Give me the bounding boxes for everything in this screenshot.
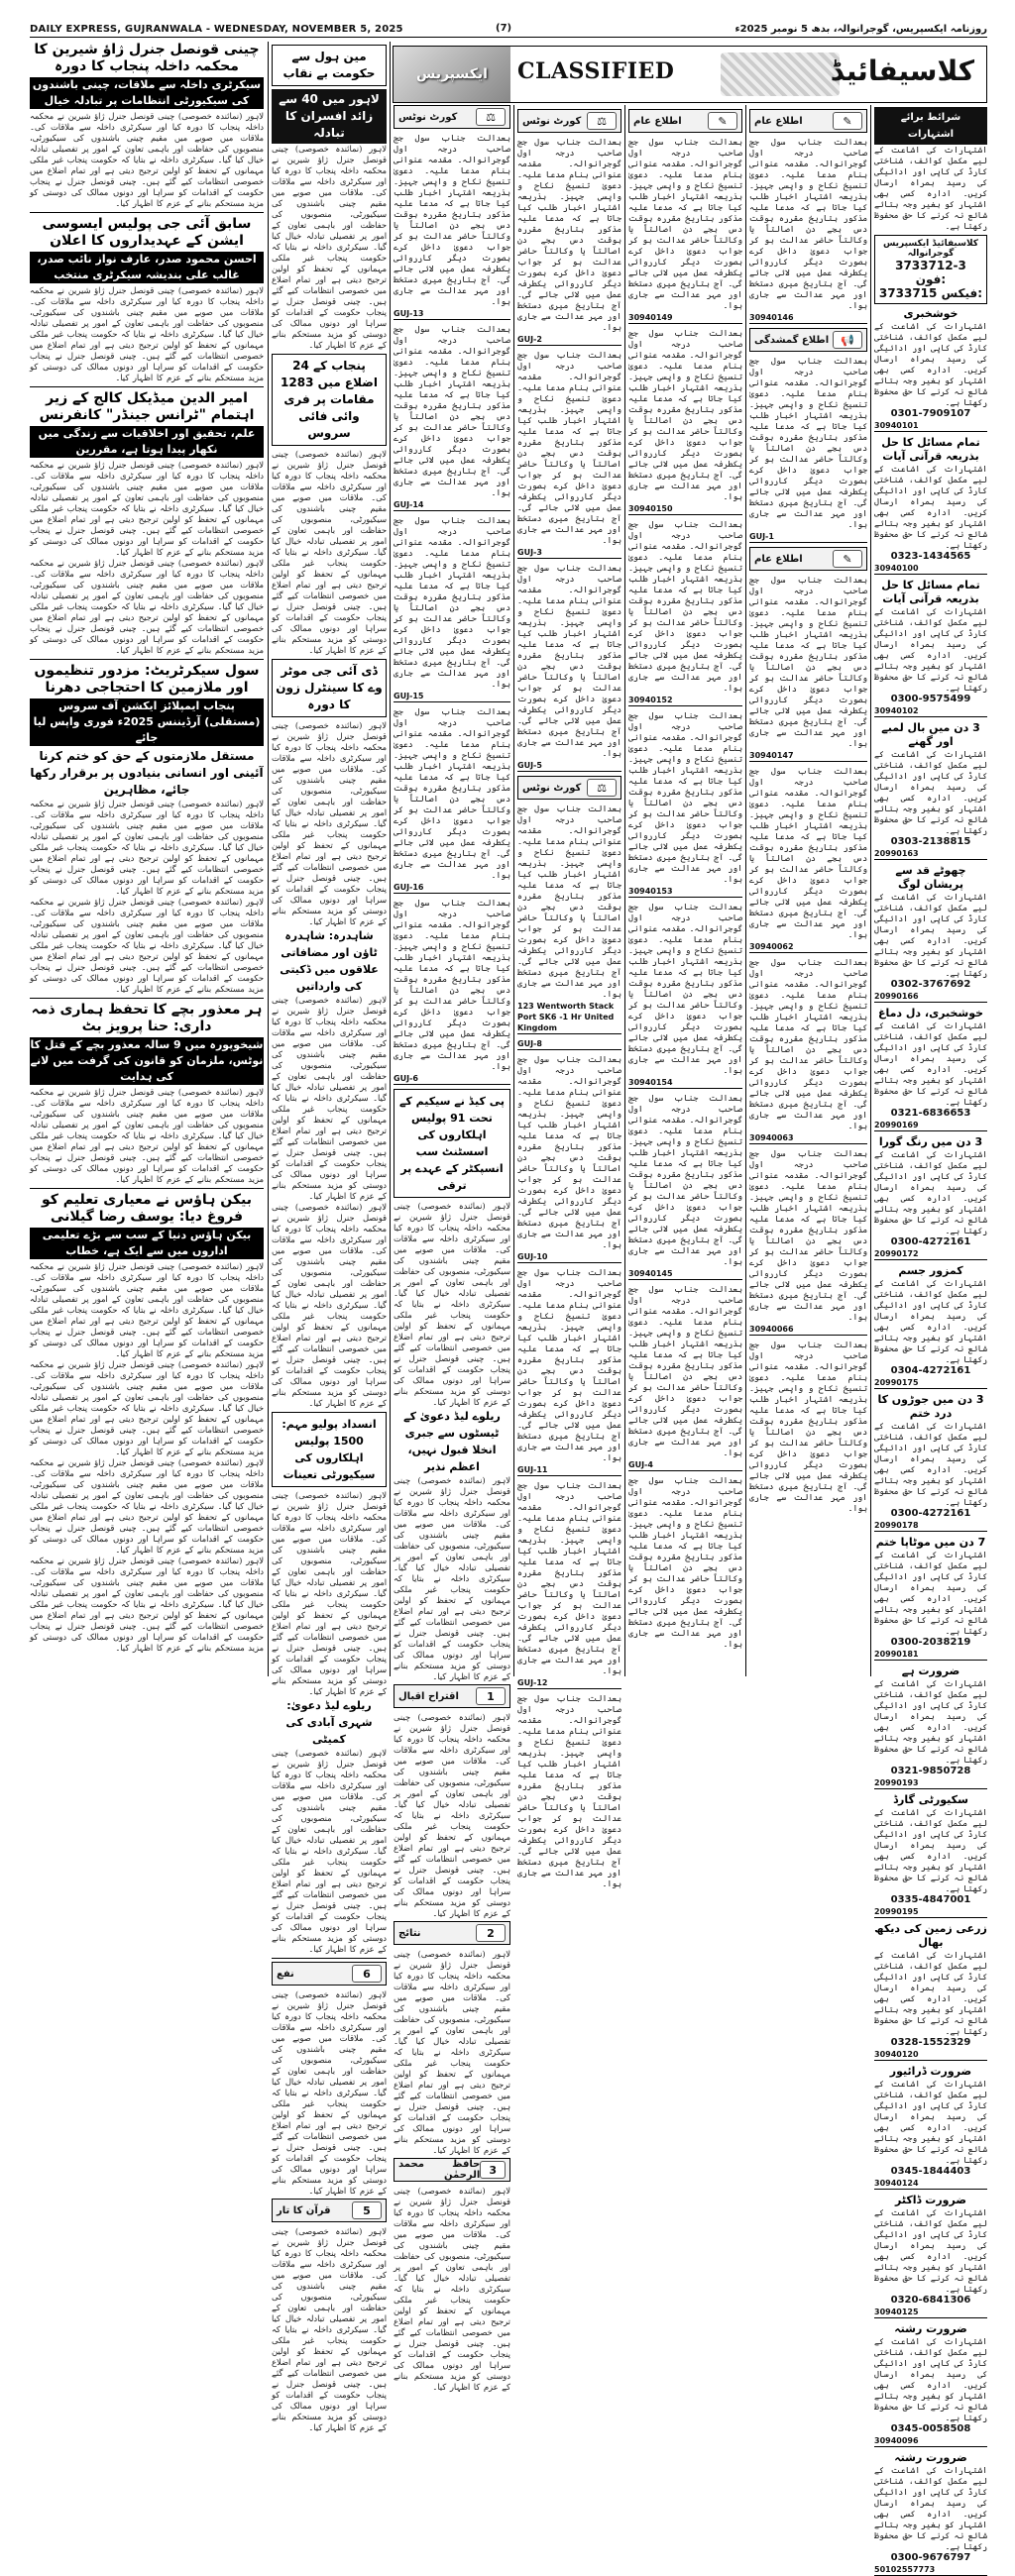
article-body: لاہور (نمائندہ خصوصی) چینی قونصل جنرل ژاؤ شیرین نے محکمہ داخلہ پنجاب کا دورہ کیا اور سیکرٹری داخلہ سے ملاقات کی۔ ملاقات میں صوبے میں مقیم چینی باشندوں کی سیکیورٹی، منصوبوں کی حفاظت اور باہمی تعاون کے امور پر تفصیلی تبادلہ خیال کیا گیا۔ سیکرٹری داخلہ نے بتایا کہ حکومت پنجاب غیر ملکی مہمانوں کے تحفظ کو اولین ترجیح دیتی ہے اور تمام اضلاع میں خصوصی انتظامات کیے گئے ہیں۔ چینی قونصل جنرل نے پنجاب حکومت کے اقدامات کو سراہا اور دونوں ممالک کی دوستی کو مزید مستحکم بنانے کے عزم کا اظہار کیا۔ xyxy=(272,1989,387,2196)
notice-icon: ✎ xyxy=(708,112,737,130)
classified-ad xyxy=(874,2322,987,2447)
ad-body: اشتہارات کی اشاعت کے لیے مکمل کوائف، شناختی کارڈ کی کاپی اور ادائیگی کی رسید ہمراہ ارسال کریں۔ ادارہ کسی بھی اشتہار کو بغیر وجہ بتائے شائع نہ کرنے کا حق محفوظ رکھتا ہے۔ xyxy=(874,1421,987,1507)
phone-value: 3733712-3 xyxy=(895,259,966,272)
notice-body: بعدالت جناب سول جج صاحب درجہ اول گوجرانوالہ۔ مقدمہ عنوانی بنام مدعا علیہ۔ دعویٰ تنسیخ نکاح و واپسی جہیز۔ بذریعہ اشتہار اخبار طلب کیا جاتا ہے کہ مدعا علیہ مذکور بتاریخ مقررہ بوقت دس بجے دن اصالتاً یا وکالتاً حاضر عدالت ہو کر جواب دعویٰ داخل کرے بصورت دیگر کارروائی یکطرفہ عمل میں لائی جائے گی۔ آج بتاریخ میری دستخط اور مہر عدالت سے جاری ہوا۔ xyxy=(394,515,510,689)
headline: مستقل ملازمتوں کے حق کو ختم کرنا آئینی اور انسانی بنیادوں پر برقرار رکھا جائے، مظاہرین xyxy=(30,749,264,797)
megaphone-icon: 📢 xyxy=(833,331,862,349)
notice-id: 30940145 xyxy=(628,1268,742,1280)
ad-code: 30940100 xyxy=(874,563,987,575)
ad-body: اشتہارات کی اشاعت کے لیے مکمل کوائف، شناختی کارڈ کی کاپی اور ادائیگی کی رسید ہمراہ ارسال کریں۔ ادارہ کسی بھی اشتہار کو بغیر وجہ بتائے شائع نہ کرنے کا حق محفوظ رکھتا ہے۔ xyxy=(874,464,987,550)
number-icon: 1 xyxy=(476,1687,506,1705)
court-notices-column-2 xyxy=(517,107,621,1888)
ad-code: 30940101 xyxy=(874,420,987,432)
notice-id: 30940063 xyxy=(749,1132,867,1144)
header-left: DAILY EXPRESS, GUJRANWALA - WEDNESDAY, NOVEMBER 5, 2025 xyxy=(30,24,403,35)
subheadline: شیخوپورہ میں 9 سالہ معذور بچے کے قتل کا نوٹس، ملزمان کو قانون کی گرفت میں لانے کی ہدایت xyxy=(30,1038,264,1083)
ad-title: 7 دن میں موٹاپا ختم xyxy=(875,1536,986,1549)
ad-title: خوشخبری، دل دماغ xyxy=(877,1007,984,1020)
ad-body: اشتہارات کی اشاعت کے لیے مکمل کوائف، شناختی کارڈ کی کاپی اور ادائیگی کی رسید ہمراہ ارسال کریں۔ ادارہ کسی بھی اشتہار کو بغیر وجہ بتائے شائع نہ کرنے کا حق محفوظ رکھتا ہے۔ xyxy=(874,1678,987,1765)
headline: ہر معذور بچے کا تحفظ ہماری ذمہ داری: حنا پرویز بٹ xyxy=(31,1002,263,1034)
section-heading: ⚖ کورٹ نوٹس xyxy=(517,776,621,800)
article-body: لاہور (نمائندہ خصوصی) چینی قونصل جنرل ژاؤ شیرین نے محکمہ داخلہ پنجاب کا دورہ کیا اور سیکرٹری داخلہ سے ملاقات کی۔ ملاقات میں صوبے میں مقیم چینی باشندوں کی سیکیورٹی، منصوبوں کی حفاظت اور باہمی تعاون کے امور پر تفصیلی تبادلہ خیال کیا گیا۔ سیکرٹری داخلہ نے بتایا کہ حکومت پنجاب غیر ملکی مہمانوں کے تحفظ کو اولین ترجیح دیتی ہے اور تمام اضلاع میں خصوصی انتظامات کیے گئے ہیں۔ چینی قونصل جنرل نے پنجاب حکومت کے اقدامات کو سراہا اور دونوں ممالک کی دوستی کو مزید مستحکم بنانے کے عزم کا اظہار کیا۔ xyxy=(30,285,264,382)
uk-address: 123 Wentworth Stack Port SK6 -1 Hr United Kingdom xyxy=(517,1001,621,1034)
notice-code: GUJ-15 xyxy=(394,691,510,702)
ad-body: اشتہارات کی اشاعت کے لیے مکمل کوائف، شناختی کارڈ کی کاپی اور ادائیگی کی رسید ہمراہ ارسال کریں۔ ادارہ کسی بھی اشتہار کو بغیر وجہ بتائے شائع نہ کرنے کا حق محفوظ رکھتا ہے۔ xyxy=(874,2336,987,2422)
article-body: لاہور (نمائندہ خصوصی) چینی قونصل جنرل ژاؤ شیرین نے محکمہ داخلہ پنجاب کا دورہ کیا اور سیکرٹری داخلہ سے ملاقات کی۔ ملاقات میں صوبے میں مقیم چینی باشندوں کی سیکیورٹی، منصوبوں کی حفاظت اور باہمی تعاون کے امور پر تفصیلی تبادلہ خیال کیا گیا۔ سیکرٹری داخلہ نے بتایا کہ حکومت پنجاب غیر ملکی مہمانوں کے تحفظ کو اولین ترجیح دیتی ہے اور تمام اضلاع میں خصوصی انتظامات کیے گئے ہیں۔ چینی قونصل جنرل نے پنجاب حکومت کے اقدامات کو سراہا اور دونوں ممالک کی دوستی کو مزید مستحکم بنانے کے عزم کا اظہار کیا۔ xyxy=(272,2226,387,2432)
public-notices-column-2 xyxy=(749,107,867,1676)
ad-phone: 0323-1434565 xyxy=(890,551,971,562)
notice-body: بعدالت جناب سول جج صاحب درجہ اول گوجرانوالہ۔ مقدمہ عنوانی بنام مدعا علیہ۔ دعویٰ تنسیخ نکاح و واپسی جہیز۔ بذریعہ اشتہار اخبار طلب کیا جاتا ہے کہ مدعا علیہ مذکور بتاریخ مقررہ بوقت دس بجے دن اصالتاً یا وکالتاً حاضر عدالت ہو کر جواب دعویٰ داخل کرے بصورت دیگر کارروائی یکطرفہ عمل میں لائی جائے گی۔ آج بتاریخ میری دستخط اور مہر عدالت سے جاری ہوا۔ xyxy=(628,1475,742,1649)
ad-title: 3 دن میں بال لمبے اور گھنے xyxy=(881,721,980,748)
ad-code: 20990166 xyxy=(874,991,987,1003)
article-body: لاہور (نمائندہ خصوصی) چینی قونصل جنرل ژاؤ شیرین نے محکمہ داخلہ پنجاب کا دورہ کیا اور سیکرٹری داخلہ سے ملاقات کی۔ ملاقات میں صوبے میں مقیم چینی باشندوں کی سیکیورٹی، منصوبوں کی حفاظت اور باہمی تعاون کے امور پر تفصیلی تبادلہ خیال کیا گیا۔ سیکرٹری داخلہ نے بتایا کہ حکومت پنجاب غیر ملکی مہمانوں کے تحفظ کو اولین ترجیح دیتی ہے اور تمام اضلاع میں خصوصی انتظامات کیے گئے ہیں۔ چینی قونصل جنرل نے پنجاب حکومت کے اقدامات کو سراہا اور دونوں ممالک کی دوستی کو مزید مستحکم بنانے کے عزم کا اظہار کیا۔ xyxy=(272,144,387,350)
article-body: لاہور (نمائندہ خصوصی) چینی قونصل جنرل ژاؤ شیرین نے محکمہ داخلہ پنجاب کا دورہ کیا اور سیکرٹری داخلہ سے ملاقات کی۔ ملاقات میں صوبے میں مقیم چینی باشندوں کی سیکیورٹی، منصوبوں کی حفاظت اور باہمی تعاون کے امور پر تفصیلی تبادلہ خیال کیا گیا۔ سیکرٹری داخلہ نے بتایا کہ حکومت پنجاب غیر ملکی مہمانوں کے تحفظ کو اولین ترجیح دیتی ہے اور تمام اضلاع میں خصوصی انتظامات کیے گئے ہیں۔ چینی قونصل جنرل نے پنجاب حکومت کے اقدامات کو سراہا اور دونوں ممالک کی دوستی کو مزید مستحکم بنانے کے عزم کا اظہار کیا۔ xyxy=(30,1087,264,1184)
ad-phone: 0300-9575499 xyxy=(890,694,971,704)
article-body: لاہور (نمائندہ خصوصی) چینی قونصل جنرل ژاؤ شیرین نے محکمہ داخلہ پنجاب کا دورہ کیا اور سیکرٹری داخلہ سے ملاقات کی۔ ملاقات میں صوبے میں مقیم چینی باشندوں کی سیکیورٹی، منصوبوں کی حفاظت اور باہمی تعاون کے امور پر تفصیلی تبادلہ خیال کیا گیا۔ سیکرٹری داخلہ نے بتایا کہ حکومت پنجاب غیر ملکی مہمانوں کے تحفظ کو اولین ترجیح دیتی ہے اور تمام اضلاع میں خصوصی انتظامات کیے گئے ہیں۔ چینی قونصل جنرل نے پنجاب حکومت کے اقدامات کو سراہا اور دونوں ممالک کی دوستی کو مزید مستحکم بنانے کے عزم کا اظہار کیا۔ xyxy=(30,1261,264,1358)
headline: سابق آئی جی پولیس ایسوسی ایشن کے عہدیداروں کا اعلان xyxy=(42,216,252,249)
notice-icon: ✎ xyxy=(833,550,862,568)
express-logo: ایکسپریس xyxy=(394,47,510,102)
notice-body: بعدالت جناب سول جج صاحب درجہ اول گوجرانوالہ۔ مقدمہ عنوانی بنام مدعا علیہ۔ دعویٰ تنسیخ نکاح و واپسی جہیز۔ بذریعہ اشتہار اخبار طلب کیا جاتا ہے کہ مدعا علیہ مذکور بتاریخ مقررہ بوقت دس بجے دن اصالتاً یا وکالتاً حاضر عدالت ہو کر جواب دعویٰ داخل کرے بصورت دیگر کارروائی یکطرفہ عمل میں لائی جائے گی۔ آج بتاریخ میری دستخط اور مہر عدالت سے جاری ہوا۔ xyxy=(628,1093,742,1266)
notice-body: بعدالت جناب سول جج صاحب درجہ اول گوجرانوالہ۔ مقدمہ عنوانی بنام مدعا علیہ۔ دعویٰ تنسیخ نکاح و واپسی جہیز۔ بذریعہ اشتہار اخبار طلب کیا جاتا ہے کہ مدعا علیہ مذکور بتاریخ مقررہ بوقت دس بجے دن اصالتاً یا وکالتاً حاضر عدالت ہو کر جواب دعویٰ داخل کرے بصورت دیگر کارروائی یکطرفہ عمل میں لائی جائے گی۔ آج بتاریخ میری دستخط اور مہر عدالت سے جاری ہوا۔ xyxy=(628,519,742,693)
ad-code: 20990195 xyxy=(874,1906,987,1918)
section-heading: ✎ اطلاع عام xyxy=(628,109,742,133)
ad-title: زرعی زمین کی دیکھ بھال xyxy=(874,1922,987,1949)
office-contact xyxy=(874,235,987,304)
number-icon: 6 xyxy=(352,1965,382,1983)
article-body: لاہور (نمائندہ خصوصی) چینی قونصل جنرل ژاؤ شیرین نے محکمہ داخلہ پنجاب کا دورہ کیا اور سیکرٹری داخلہ سے ملاقات کی۔ ملاقات میں صوبے میں مقیم چینی باشندوں کی سیکیورٹی، منصوبوں کی حفاظت اور باہمی تعاون کے امور پر تفصیلی تبادلہ خیال کیا گیا۔ سیکرٹری داخلہ نے بتایا کہ حکومت پنجاب غیر ملکی مہمانوں کے تحفظ کو اولین ترجیح دیتی ہے اور تمام اضلاع میں خصوصی انتظامات کیے گئے ہیں۔ چینی قونصل جنرل نے پنجاب حکومت کے اقدامات کو سراہا اور دونوں ممالک کی دوستی کو مزید مستحکم بنانے کے عزم کا اظہار کیا۔ xyxy=(394,1475,510,1681)
ad-title: ضرورت ڈاکٹر xyxy=(895,2194,966,2206)
ad-phone: 0304-4272161 xyxy=(890,1365,971,1376)
ad-code: 20990178 xyxy=(874,1520,987,1532)
notice-id: 30940066 xyxy=(749,1324,867,1336)
article-body: لاہور (نمائندہ خصوصی) چینی قونصل جنرل ژاؤ شیرین نے محکمہ داخلہ پنجاب کا دورہ کیا اور سیکرٹری داخلہ سے ملاقات کی۔ ملاقات میں صوبے میں مقیم چینی باشندوں کی سیکیورٹی، منصوبوں کی حفاظت اور باہمی تعاون کے امور پر تفصیلی تبادلہ خیال کیا گیا۔ سیکرٹری داخلہ نے بتایا کہ حکومت پنجاب غیر ملکی مہمانوں کے تحفظ کو اولین ترجیح دیتی ہے اور تمام اضلاع میں خصوصی انتظامات کیے گئے ہیں۔ چینی قونصل جنرل نے پنجاب حکومت کے اقدامات کو سراہا اور دونوں ممالک کی دوستی کو مزید مستحکم بنانے کے عزم کا اظہار کیا۔ xyxy=(30,799,264,896)
notice-code: GUJ-1 xyxy=(749,531,867,543)
office-name: کلاسیفائیڈ ایکسپریس گوجرانوالہ xyxy=(882,239,979,259)
notice-body: بعدالت جناب سول جج صاحب درجہ اول گوجرانوالہ۔ مقدمہ عنوانی بنام مدعا علیہ۔ دعویٰ تنسیخ نکاح و واپسی جہیز۔ بذریعہ اشتہار اخبار طلب کیا جاتا ہے کہ مدعا علیہ مذکور بتاریخ مقررہ بوقت دس بجے دن اصالتاً یا وکالتاً حاضر عدالت ہو کر جواب دعویٰ داخل کرے بصورت دیگر کارروائی یکطرفہ عمل میں لائی جائے گی۔ آج بتاریخ میری دستخط اور مہر عدالت سے جاری ہوا۔ xyxy=(517,350,621,545)
public-notices-column xyxy=(628,107,742,1676)
headline: بیکن ہاؤس نے معیاری تعلیم کو فروغ دیا: یوسف رضا گیلانی xyxy=(42,1192,252,1225)
article-body: لاہور (نمائندہ خصوصی) چینی قونصل جنرل ژاؤ شیرین نے محکمہ داخلہ پنجاب کا دورہ کیا اور سیکرٹری داخلہ سے ملاقات کی۔ ملاقات میں صوبے میں مقیم چینی باشندوں کی سیکیورٹی، منصوبوں کی حفاظت اور باہمی تعاون کے امور پر تفصیلی تبادلہ خیال کیا گیا۔ سیکرٹری داخلہ نے بتایا کہ حکومت پنجاب غیر ملکی مہمانوں کے تحفظ کو اولین ترجیح دیتی ہے اور تمام اضلاع میں خصوصی انتظامات کیے گئے ہیں۔ چینی قونصل جنرل نے پنجاب حکومت کے اقدامات کو سراہا اور دونوں ممالک کی دوستی کو مزید مستحکم بنانے کے عزم کا اظہار کیا۔ xyxy=(272,449,387,655)
header-right: روزنامہ ایکسپریس، گوجرانوالہ، بدھ 5 نومبر 2025ء xyxy=(734,24,987,35)
notice-body: بعدالت جناب سول جج صاحب درجہ اول گوجرانوالہ۔ مقدمہ عنوانی بنام مدعا علیہ۔ دعویٰ تنسیخ نکاح و واپسی جہیز۔ بذریعہ اشتہار اخبار طلب کیا جاتا ہے کہ مدعا علیہ مذکور بتاریخ مقررہ بوقت دس بجے دن اصالتاً یا وکالتاً حاضر عدالت ہو کر جواب دعویٰ داخل کرے بصورت دیگر کارروائی یکطرفہ عمل میں لائی جائے گی۔ آج بتاریخ میری دستخط اور مہر عدالت سے جاری ہوا۔ xyxy=(517,1267,621,1462)
classified-ad xyxy=(874,579,987,717)
notice-body: بعدالت جناب سول جج صاحب درجہ اول گوجرانوالہ۔ مقدمہ عنوانی بنام مدعا علیہ۔ دعویٰ تنسیخ نکاح و واپسی جہیز۔ بذریعہ اشتہار اخبار طلب کیا جاتا ہے کہ مدعا علیہ مذکور بتاریخ مقررہ بوقت دس بجے دن اصالتاً یا وکالتاً حاضر عدالت ہو کر جواب دعویٰ داخل کرے بصورت دیگر کارروائی یکطرفہ عمل میں لائی جائے گی۔ آج بتاریخ میری دستخط اور مہر عدالت سے جاری ہوا۔ xyxy=(749,1148,867,1322)
subheadline: بیکن ہاؤس دنیا کے سب سے بڑے تعلیمی اداروں میں سے ایک ہے، خطاب xyxy=(30,1228,264,1259)
notice-body: بعدالت جناب سول جج صاحب درجہ اول گوجرانوالہ۔ مقدمہ عنوانی بنام مدعا علیہ۔ دعویٰ تنسیخ نکاح و واپسی جہیز۔ بذریعہ اشتہار اخبار طلب کیا جاتا ہے کہ مدعا علیہ مذکور بتاریخ مقررہ بوقت دس بجے دن اصالتاً یا وکالتاً حاضر عدالت ہو کر جواب دعویٰ داخل کرے بصورت دیگر کارروائی یکطرفہ عمل میں لائی جائے گی۔ آج بتاریخ میری دستخط اور مہر عدالت سے جاری ہوا۔ xyxy=(517,563,621,758)
article-body: لاہور (نمائندہ خصوصی) چینی قونصل جنرل ژاؤ شیرین نے محکمہ داخلہ پنجاب کا دورہ کیا اور سیکرٹری داخلہ سے ملاقات کی۔ ملاقات میں صوبے میں مقیم چینی باشندوں کی سیکیورٹی، منصوبوں کی حفاظت اور باہمی تعاون کے امور پر تفصیلی تبادلہ خیال کیا گیا۔ سیکرٹری داخلہ نے بتایا کہ حکومت پنجاب غیر ملکی مہمانوں کے تحفظ کو اولین ترجیح دیتی ہے اور تمام اضلاع میں خصوصی انتظامات کیے گئے ہیں۔ چینی قونصل جنرل نے پنجاب حکومت کے اقدامات کو سراہا اور دونوں ممالک کی دوستی کو مزید مستحکم بنانے کے عزم کا اظہار کیا۔ xyxy=(30,111,264,208)
notice-code: GUJ-2 xyxy=(517,334,621,346)
notice-code: GUJ-16 xyxy=(394,882,510,894)
headline: چینی قونصل جنرل ژاؤ شیرین کا محکمہ داخلہ پنجاب کا دورہ xyxy=(34,42,260,74)
ad-phone: 0300-4272161 xyxy=(890,1236,971,1247)
ad-body: اشتہارات کی اشاعت کے لیے مکمل کوائف، شناختی کارڈ کی کاپی اور ادائیگی کی رسید ہمراہ ارسال کریں۔ ادارہ کسی بھی اشتہار کو بغیر وجہ بتائے شائع نہ کرنے کا حق محفوظ رکھتا ہے۔ xyxy=(874,1149,987,1235)
ad-title: خوشخبری xyxy=(903,307,959,320)
ad-code: 20990175 xyxy=(874,1377,987,1389)
article-body: لاہور (نمائندہ خصوصی) چینی قونصل جنرل ژاؤ شیرین نے محکمہ داخلہ پنجاب کا دورہ کیا اور سیکرٹری داخلہ سے ملاقات کی۔ ملاقات میں صوبے میں مقیم چینی باشندوں کی سیکیورٹی، منصوبوں کی حفاظت اور باہمی تعاون کے امور پر تفصیلی تبادلہ خیال کیا گیا۔ سیکرٹری داخلہ نے بتایا کہ حکومت پنجاب غیر ملکی مہمانوں کے تحفظ کو اولین ترجیح دیتی ہے اور تمام اضلاع میں خصوصی انتظامات کیے گئے ہیں۔ چینی قونصل جنرل نے پنجاب حکومت کے اقدامات کو سراہا اور دونوں ممالک کی دوستی کو مزید مستحکم بنانے کے عزم کا اظہار کیا۔ xyxy=(272,1202,387,1408)
ad-phone: 0320-6841306 xyxy=(890,2295,971,2306)
headline: مین ہول سے حکومت بے نقاب xyxy=(282,50,376,80)
ad-body: اشتہارات کی اشاعت کے لیے مکمل کوائف، شناختی کارڈ کی کاپی اور ادائیگی کی رسید ہمراہ ارسال کریں۔ ادارہ کسی بھی اشتہار کو بغیر وجہ بتائے شائع نہ کرنے کا حق محفوظ رکھتا ہے۔ xyxy=(874,606,987,693)
notice-code: GUJ-4 xyxy=(628,1459,742,1471)
notice-body: بعدالت جناب سول جج صاحب درجہ اول گوجرانوالہ۔ مقدمہ عنوانی بنام مدعا علیہ۔ دعویٰ تنسیخ نکاح و واپسی جہیز۔ بذریعہ اشتہار اخبار طلب کیا جاتا ہے کہ مدعا علیہ مذکور بتاریخ مقررہ بوقت دس بجے دن اصالتاً یا وکالتاً حاضر عدالت ہو کر جواب دعویٰ داخل کرے بصورت دیگر کارروائی یکطرفہ عمل میں لائی جائے گی۔ آج بتاریخ میری دستخط اور مہر عدالت سے جاری ہوا۔ xyxy=(394,324,510,497)
article-body: لاہور (نمائندہ خصوصی) چینی قونصل جنرل ژاؤ شیرین نے محکمہ داخلہ پنجاب کا دورہ کیا اور سیکرٹری داخلہ سے ملاقات کی۔ ملاقات میں صوبے میں مقیم چینی باشندوں کی سیکیورٹی، منصوبوں کی حفاظت اور باہمی تعاون کے امور پر تفصیلی تبادلہ خیال کیا گیا۔ سیکرٹری داخلہ نے بتایا کہ حکومت پنجاب غیر ملکی مہمانوں کے تحفظ کو اولین ترجیح دیتی ہے اور تمام اضلاع میں خصوصی انتظامات کیے گئے ہیں۔ چینی قونصل جنرل نے پنجاب حکومت کے اقدامات کو سراہا اور دونوں ممالک کی دوستی کو مزید مستحکم بنانے کے عزم کا اظہار کیا۔ xyxy=(394,1201,510,1407)
ad-body: اشتہارات کی اشاعت کے لیے مکمل کوائف، شناختی کارڈ کی کاپی اور ادائیگی کی رسید ہمراہ ارسال کریں۔ ادارہ کسی بھی اشتہار کو بغیر وجہ بتائے شائع نہ کرنے کا حق محفوظ رکھتا ہے۔ xyxy=(874,892,987,978)
classified-ad xyxy=(874,1664,987,1789)
article-body: لاہور (نمائندہ خصوصی) چینی قونصل جنرل ژاؤ شیرین نے محکمہ داخلہ پنجاب کا دورہ کیا اور سیکرٹری داخلہ سے ملاقات کی۔ ملاقات میں صوبے میں مقیم چینی باشندوں کی سیکیورٹی، منصوبوں کی حفاظت اور باہمی تعاون کے امور پر تفصیلی تبادلہ خیال کیا گیا۔ سیکرٹری داخلہ نے بتایا کہ حکومت پنجاب غیر ملکی مہمانوں کے تحفظ کو اولین ترجیح دیتی ہے اور تمام اضلاع میں خصوصی انتظامات کیے گئے ہیں۔ چینی قونصل جنرل نے پنجاب حکومت کے اقدامات کو سراہا اور دونوں ممالک کی دوستی کو مزید مستحکم بنانے کے عزم کا اظہار کیا۔ xyxy=(30,897,264,994)
headline: پی کیڈ نے سیکیم کے تحت 91 پولیس اہلکاروں کی اسسٹنٹ سب انسپکٹر کے عہدے پر ترقی xyxy=(398,1095,506,1192)
court-icon: ⚖ xyxy=(587,779,617,797)
notice-id: 30940154 xyxy=(628,1077,742,1089)
ad-body: اشتہارات کی اشاعت کے لیے مکمل کوائف، شناختی کارڈ کی کاپی اور ادائیگی کی رسید ہمراہ ارسال کریں۔ ادارہ کسی بھی اشتہار کو بغیر وجہ بتائے شائع نہ کرنے کا حق محفوظ رکھتا ہے۔ xyxy=(874,749,987,835)
ad-phone: 0300-9676797 xyxy=(890,2552,971,2563)
headline: امیر الدین میڈیکل کالج کے زیر اہتمام "ٹرانس جینڈر" کانفرنس xyxy=(39,390,255,423)
section-heading: ✎ اطلاع عام xyxy=(749,547,867,571)
notice-body: بعدالت جناب سول جج صاحب درجہ اول گوجرانوالہ۔ مقدمہ عنوانی بنام مدعا علیہ۔ دعویٰ تنسیخ نکاح و واپسی جہیز۔ بذریعہ اشتہار اخبار طلب کیا جاتا ہے کہ مدعا علیہ مذکور بتاریخ مقررہ بوقت دس بجے دن اصالتاً یا وکالتاً حاضر عدالت ہو کر جواب دعویٰ داخل کرے بصورت دیگر کارروائی یکطرفہ عمل میں لائی جائے گی۔ آج بتاریخ میری دستخط اور مہر عدالت سے جاری ہوا۔ xyxy=(749,1340,867,1513)
classified-ad xyxy=(874,1264,987,1389)
classified-ads-column xyxy=(874,107,987,2574)
notice-id: 30940146 xyxy=(749,312,867,324)
notice-code: GUJ-5 xyxy=(517,760,621,772)
ad-phone: 0328-1552329 xyxy=(890,2037,971,2048)
notice-body: بعدالت جناب سول جج صاحب درجہ اول گوجرانوالہ۔ مقدمہ عنوانی بنام مدعا علیہ۔ دعویٰ تنسیخ نکاح و واپسی جہیز۔ بذریعہ اشتہار اخبار طلب کیا جاتا ہے کہ مدعا علیہ مذکور بتاریخ مقررہ بوقت دس بجے دن اصالتاً یا وکالتاً حاضر عدالت ہو کر جواب دعویٰ داخل کرے بصورت دیگر کارروائی یکطرفہ عمل میں لائی جائے گی۔ آج بتاریخ میری دستخط اور مہر عدالت سے جاری ہوا۔ xyxy=(394,898,510,1071)
ad-phone: 0300-2038219 xyxy=(890,1637,971,1648)
ad-code: 30940096 xyxy=(874,2435,987,2447)
classified-ad xyxy=(874,2194,987,2318)
classified-ad xyxy=(874,436,987,575)
ad-body: اشتہارات کی اشاعت کے لیے مکمل کوائف، شناختی کارڈ کی کاپی اور ادائیگی کی رسید ہمراہ ارسال کریں۔ ادارہ کسی بھی اشتہار کو بغیر وجہ بتائے شائع نہ کرنے کا حق محفوظ رکھتا ہے۔ xyxy=(874,321,987,407)
classified-ad xyxy=(874,1393,987,1532)
banner-graphic xyxy=(721,53,840,96)
news-column xyxy=(30,42,264,1676)
ad-title: ضرورت ہے xyxy=(901,1664,960,1677)
rates-title: شرائط برائے اشتہارات xyxy=(874,107,987,145)
ad-body: اشتہارات کی اشاعت کے لیے مکمل کوائف، شناختی کارڈ کی کاپی اور ادائیگی کی رسید ہمراہ ارسال کریں۔ ادارہ کسی بھی اشتہار کو بغیر وجہ بتائے شائع نہ کرنے کا حق محفوظ رکھتا ہے۔ xyxy=(874,1020,987,1107)
notice-body: بعدالت جناب سول جج صاحب درجہ اول گوجرانوالہ۔ مقدمہ عنوانی بنام مدعا علیہ۔ دعویٰ تنسیخ نکاح و واپسی جہیز۔ بذریعہ اشتہار اخبار طلب کیا جاتا ہے کہ مدعا علیہ مذکور بتاریخ مقررہ بوقت دس بجے دن اصالتاً یا وکالتاً حاضر عدالت ہو کر جواب دعویٰ داخل کرے بصورت دیگر کارروائی یکطرفہ عمل میں لائی جائے گی۔ آج بتاریخ میری دستخط اور مہر عدالت سے جاری ہوا۔ xyxy=(628,902,742,1075)
notice-code: GUJ-13 xyxy=(394,308,510,320)
notice-body: بعدالت جناب سول جج صاحب درجہ اول گوجرانوالہ۔ مقدمہ عنوانی بنام مدعا علیہ۔ دعویٰ تنسیخ نکاح و واپسی جہیز۔ بذریعہ اشتہار اخبار طلب کیا جاتا ہے کہ مدعا علیہ مذکور بتاریخ مقررہ بوقت دس بجے دن اصالتاً یا وکالتاً حاضر عدالت ہو کر جواب دعویٰ داخل کرے بصورت دیگر کارروائی یکطرفہ عمل میں لائی جائے گی۔ آج بتاریخ میری دستخط اور مہر عدالت سے جاری ہوا۔ xyxy=(517,137,621,332)
ad-title: چھوٹے قد سے پریشان لوگ xyxy=(895,864,966,891)
news-column-narrow xyxy=(272,42,387,2432)
notice-id: 30940153 xyxy=(628,886,742,898)
article-body: لاہور (نمائندہ خصوصی) چینی قونصل جنرل ژاؤ شیرین نے محکمہ داخلہ پنجاب کا دورہ کیا اور سیکرٹری داخلہ سے ملاقات کی۔ ملاقات میں صوبے میں مقیم چینی باشندوں کی سیکیورٹی، منصوبوں کی حفاظت اور باہمی تعاون کے امور پر تفصیلی تبادلہ خیال کیا گیا۔ سیکرٹری داخلہ نے بتایا کہ حکومت پنجاب غیر ملکی مہمانوں کے تحفظ کو اولین ترجیح دیتی ہے اور تمام اضلاع میں خصوصی انتظامات کیے گئے ہیں۔ چینی قونصل جنرل نے پنجاب حکومت کے اقدامات کو سراہا اور دونوں ممالک کی دوستی کو مزید مستحکم بنانے کے عزم کا اظہار کیا۔ xyxy=(272,995,387,1201)
ad-code: 20990163 xyxy=(874,848,987,860)
notice-code: GUJ-11 xyxy=(517,1464,621,1476)
ad-title: تمام مسائل کا حل بذریعہ قرآنی آیات xyxy=(881,436,980,463)
classified-ad xyxy=(874,1793,987,1918)
rates-body: اشتہارات کی اشاعت کے لیے مکمل کوائف، شناختی کارڈ کی کاپی اور ادائیگی کی رسید ہمراہ ارسال کریں۔ ادارہ کسی بھی اشتہار کو بغیر وجہ بتائے شائع نہ کرنے کا حق محفوظ رکھتا ہے۔ xyxy=(874,145,987,231)
ad-phone: 0335-4847001 xyxy=(890,1894,971,1905)
ad-title: ضرورت رشتہ xyxy=(894,2322,967,2335)
ad-code: 20990193 xyxy=(874,1777,987,1789)
article-body: لاہور (نمائندہ خصوصی) چینی قونصل جنرل ژاؤ شیرین نے محکمہ داخلہ پنجاب کا دورہ کیا اور سیکرٹری داخلہ سے ملاقات کی۔ ملاقات میں صوبے میں مقیم چینی باشندوں کی سیکیورٹی، منصوبوں کی حفاظت اور باہمی تعاون کے امور پر تفصیلی تبادلہ خیال کیا گیا۔ سیکرٹری داخلہ نے بتایا کہ حکومت پنجاب غیر ملکی مہمانوں کے تحفظ کو اولین ترجیح دیتی ہے اور تمام اضلاع میں خصوصی انتظامات کیے گئے ہیں۔ چینی قونصل جنرل نے پنجاب حکومت کے اقدامات کو سراہا اور دونوں ممالک کی دوستی کو مزید مستحکم بنانے کے عزم کا اظہار کیا۔ xyxy=(394,1712,510,1918)
classified-ad xyxy=(874,307,987,432)
notice-code: GUJ-3 xyxy=(517,547,621,559)
section-heading: 📢 اطلاع گمشدگی xyxy=(749,328,867,352)
section-heading: ⚖ کورٹ نوٹس xyxy=(517,109,621,133)
classified-ad xyxy=(874,1007,987,1131)
notice-id: 30940062 xyxy=(749,941,867,953)
notice-body: بعدالت جناب سول جج صاحب درجہ اول گوجرانوالہ۔ مقدمہ عنوانی بنام مدعا علیہ۔ دعویٰ تنسیخ نکاح و واپسی جہیز۔ بذریعہ اشتہار اخبار طلب کیا جاتا ہے کہ مدعا علیہ مذکور بتاریخ مقررہ بوقت دس بجے دن اصالتاً یا وکالتاً حاضر عدالت ہو کر جواب دعویٰ داخل کرے بصورت دیگر کارروائی یکطرفہ عمل میں لائی جائے گی۔ آج بتاریخ میری دستخط اور مہر عدالت سے جاری ہوا۔ xyxy=(517,1480,621,1675)
notice-body: بعدالت جناب سول جج صاحب درجہ اول گوجرانوالہ۔ مقدمہ عنوانی بنام مدعا علیہ۔ دعویٰ تنسیخ نکاح و واپسی جہیز۔ بذریعہ اشتہار اخبار طلب کیا جاتا ہے کہ مدعا علیہ مذکور بتاریخ مقررہ بوقت دس بجے دن اصالتاً یا وکالتاً حاضر عدالت ہو کر جواب دعویٰ داخل کرے بصورت دیگر کارروائی یکطرفہ عمل میں لائی جائے گی۔ آج بتاریخ میری دستخط اور مہر عدالت سے جاری ہوا۔ xyxy=(749,575,867,748)
ad-title: سکیورٹی گارڈ xyxy=(893,1793,968,1806)
article-body: لاہور (نمائندہ خصوصی) چینی قونصل جنرل ژاؤ شیرین نے محکمہ داخلہ پنجاب کا دورہ کیا اور سیکرٹری داخلہ سے ملاقات کی۔ ملاقات میں صوبے میں مقیم چینی باشندوں کی سیکیورٹی، منصوبوں کی حفاظت اور باہمی تعاون کے امور پر تفصیلی تبادلہ خیال کیا گیا۔ سیکرٹری داخلہ نے بتایا کہ حکومت پنجاب غیر ملکی مہمانوں کے تحفظ کو اولین ترجیح دیتی ہے اور تمام اضلاع میں خصوصی انتظامات کیے گئے ہیں۔ چینی قونصل جنرل نے پنجاب حکومت کے اقدامات کو سراہا اور دونوں ممالک کی دوستی کو مزید مستحکم بنانے کے عزم کا اظہار کیا۔ xyxy=(30,460,264,557)
ad-code: 50102557773 xyxy=(874,2564,987,2576)
number-icon: 2 xyxy=(476,1924,506,1942)
notice-code: GUJ-6 xyxy=(394,1073,510,1085)
fax-value: 3733715 xyxy=(878,286,938,300)
ad-code: 30940124 xyxy=(874,2178,987,2190)
notice-code: GUJ-8 xyxy=(517,1038,621,1050)
notice-body: بعدالت جناب سول جج صاحب درجہ اول گوجرانوالہ۔ مقدمہ عنوانی بنام مدعا علیہ۔ دعویٰ تنسیخ نکاح و واپسی جہیز۔ بذریعہ اشتہار اخبار طلب کیا جاتا ہے کہ مدعا علیہ مذکور بتاریخ مقررہ بوقت دس بجے دن اصالتاً یا وکالتاً حاضر عدالت ہو کر جواب دعویٰ داخل کرے بصورت دیگر کارروائی یکطرفہ عمل میں لائی جائے گی۔ آج بتاریخ میری دستخط اور مہر عدالت سے جاری ہوا۔ xyxy=(394,706,510,880)
ad-title: 3 دن میں جوڑوں کا درد ختم xyxy=(877,1393,984,1420)
notice-code: GUJ-14 xyxy=(394,499,510,511)
religion-heading: 6 نفع xyxy=(272,1962,387,1986)
ad-phone: 0303-2138815 xyxy=(890,836,971,847)
ad-title: 3 دن میں رنگ گورا xyxy=(878,1135,983,1148)
notice-body: بعدالت جناب سول جج صاحب درجہ اول گوجرانوالہ۔ مقدمہ عنوانی بنام مدعا علیہ۔ دعویٰ تنسیخ نکاح و واپسی جہیز۔ بذریعہ اشتہار اخبار طلب کیا جاتا ہے کہ مدعا علیہ مذکور بتاریخ مقررہ بوقت دس بجے دن اصالتاً یا وکالتاً حاضر عدالت ہو کر جواب دعویٰ داخل کرے بصورت دیگر کارروائی یکطرفہ عمل میں لائی جائے گی۔ آج بتاریخ میری دستخط اور مہر عدالت سے جاری ہوا۔ xyxy=(517,1054,621,1249)
ad-phone: 0301-7909107 xyxy=(890,408,971,419)
number-icon: 3 xyxy=(480,2161,506,2179)
notice-body: بعدالت جناب سول جج صاحب درجہ اول گوجرانوالہ۔ مقدمہ عنوانی بنام مدعا علیہ۔ دعویٰ تنسیخ نکاح و واپسی جہیز۔ بذریعہ اشتہار اخبار طلب کیا جاتا ہے کہ مدعا علیہ مذکور بتاریخ مقررہ بوقت دس بجے دن اصالتاً یا وکالتاً حاضر عدالت ہو کر جواب دعویٰ داخل کرے بصورت دیگر کارروائی یکطرفہ عمل میں لائی جائے گی۔ آج بتاریخ میری دستخط اور مہر عدالت سے جاری ہوا۔ xyxy=(749,957,867,1130)
ad-phone: 0302-3767692 xyxy=(890,979,971,990)
notice-body: بعدالت جناب سول جج صاحب درجہ اول گوجرانوالہ۔ مقدمہ عنوانی بنام مدعا علیہ۔ دعویٰ تنسیخ نکاح و واپسی جہیز۔ بذریعہ اشتہار اخبار طلب کیا جاتا ہے کہ مدعا علیہ مذکور بتاریخ مقررہ بوقت دس بجے دن اصالتاً یا وکالتاً حاضر عدالت ہو کر جواب دعویٰ داخل کرے بصورت دیگر کارروائی یکطرفہ عمل میں لائی جائے گی۔ آج بتاریخ میری دستخط اور مہر عدالت سے جاری ہوا۔ xyxy=(628,328,742,501)
religion-heading: 2 نتائج xyxy=(394,1921,510,1945)
article-body: لاہور (نمائندہ خصوصی) چینی قونصل جنرل ژاؤ شیرین نے محکمہ داخلہ پنجاب کا دورہ کیا اور سیکرٹری داخلہ سے ملاقات کی۔ ملاقات میں صوبے میں مقیم چینی باشندوں کی سیکیورٹی، منصوبوں کی حفاظت اور باہمی تعاون کے امور پر تفصیلی تبادلہ خیال کیا گیا۔ سیکرٹری داخلہ نے بتایا کہ حکومت پنجاب غیر ملکی مہمانوں کے تحفظ کو اولین ترجیح دیتی ہے اور تمام اضلاع میں خصوصی انتظامات کیے گئے ہیں۔ چینی قونصل جنرل نے پنجاب حکومت کے اقدامات کو سراہا اور دونوں ممالک کی دوستی کو مزید مستحکم بنانے کے عزم کا اظہار کیا۔ xyxy=(272,1748,387,1954)
ad-body: اشتہارات کی اشاعت کے لیے مکمل کوائف، شناختی کارڈ کی کاپی اور ادائیگی کی رسید ہمراہ ارسال کریں۔ ادارہ کسی بھی اشتہار کو بغیر وجہ بتائے شائع نہ کرنے کا حق محفوظ رکھتا ہے۔ xyxy=(874,2465,987,2551)
ad-body: اشتہارات کی اشاعت کے لیے مکمل کوائف، شناختی کارڈ کی کاپی اور ادائیگی کی رسید ہمراہ ارسال کریں۔ ادارہ کسی بھی اشتہار کو بغیر وجہ بتائے شائع نہ کرنے کا حق محفوظ رکھتا ہے۔ xyxy=(874,1550,987,1636)
notice-body: بعدالت جناب سول جج صاحب درجہ اول گوجرانوالہ۔ مقدمہ عنوانی بنام مدعا علیہ۔ دعویٰ تنسیخ نکاح و واپسی جہیز۔ بذریعہ اشتہار اخبار طلب کیا جاتا ہے کہ مدعا علیہ مذکور بتاریخ مقررہ بوقت دس بجے دن اصالتاً یا وکالتاً حاضر عدالت ہو کر جواب دعویٰ داخل کرے بصورت دیگر کارروائی یکطرفہ عمل میں لائی جائے گی۔ آج بتاریخ میری دستخط اور مہر عدالت سے جاری ہوا۔ xyxy=(628,1284,742,1457)
notice-code: GUJ-10 xyxy=(517,1251,621,1263)
notice-body: بعدالت جناب سول جج صاحب درجہ اول گوجرانوالہ۔ مقدمہ عنوانی بنام مدعا علیہ۔ دعویٰ تنسیخ نکاح و واپسی جہیز۔ بذریعہ اشتہار اخبار طلب کیا جاتا ہے کہ مدعا علیہ مذکور بتاریخ مقررہ بوقت دس بجے دن اصالتاً یا وکالتاً حاضر عدالت ہو کر جواب دعویٰ داخل کرے بصورت دیگر کارروائی یکطرفہ عمل میں لائی جائے گی۔ آج بتاریخ میری دستخط اور مہر عدالت سے جاری ہوا۔ xyxy=(749,356,867,529)
notice-id: 30940147 xyxy=(749,750,867,762)
ad-phone: 0300-4272161 xyxy=(890,1508,971,1519)
article-body: لاہور (نمائندہ خصوصی) چینی قونصل جنرل ژاؤ شیرین نے محکمہ داخلہ پنجاب کا دورہ کیا اور سیکرٹری داخلہ سے ملاقات کی۔ ملاقات میں صوبے میں مقیم چینی باشندوں کی سیکیورٹی، منصوبوں کی حفاظت اور باہمی تعاون کے امور پر تفصیلی تبادلہ خیال کیا گیا۔ سیکرٹری داخلہ نے بتایا کہ حکومت پنجاب غیر ملکی مہمانوں کے تحفظ کو اولین ترجیح دیتی ہے اور تمام اضلاع میں خصوصی انتظامات کیے گئے ہیں۔ چینی قونصل جنرل نے پنجاب حکومت کے اقدامات کو سراہا اور دونوں ممالک کی دوستی کو مزید مستحکم بنانے کے عزم کا اظہار کیا۔ xyxy=(30,558,264,655)
article-body: لاہور (نمائندہ خصوصی) چینی قونصل جنرل ژاؤ شیرین نے محکمہ داخلہ پنجاب کا دورہ کیا اور سیکرٹری داخلہ سے ملاقات کی۔ ملاقات میں صوبے میں مقیم چینی باشندوں کی سیکیورٹی، منصوبوں کی حفاظت اور باہمی تعاون کے امور پر تفصیلی تبادلہ خیال کیا گیا۔ سیکرٹری داخلہ نے بتایا کہ حکومت پنجاب غیر ملکی مہمانوں کے تحفظ کو اولین ترجیح دیتی ہے اور تمام اضلاع میں خصوصی انتظامات کیے گئے ہیں۔ چینی قونصل جنرل نے پنجاب حکومت کے اقدامات کو سراہا اور دونوں ممالک کی دوستی کو مزید مستحکم بنانے کے عزم کا اظہار کیا۔ xyxy=(394,2186,510,2392)
page-number: (7) xyxy=(496,23,512,34)
article-body: لاہور (نمائندہ خصوصی) چینی قونصل جنرل ژاؤ شیرین نے محکمہ داخلہ پنجاب کا دورہ کیا اور سیکرٹری داخلہ سے ملاقات کی۔ ملاقات میں صوبے میں مقیم چینی باشندوں کی سیکیورٹی، منصوبوں کی حفاظت اور باہمی تعاون کے امور پر تفصیلی تبادلہ خیال کیا گیا۔ سیکرٹری داخلہ نے بتایا کہ حکومت پنجاب غیر ملکی مہمانوں کے تحفظ کو اولین ترجیح دیتی ہے اور تمام اضلاع میں خصوصی انتظامات کیے گئے ہیں۔ چینی قونصل جنرل نے پنجاب حکومت کے اقدامات کو سراہا اور دونوں ممالک کی دوستی کو مزید مستحکم بنانے کے عزم کا اظہار کیا۔ xyxy=(30,1457,264,1555)
headline: ڈی آئی جی موٹر وے کا سینٹرل زون کا دورہ xyxy=(276,664,383,711)
newspaper-page xyxy=(30,22,987,2574)
ad-body: اشتہارات کی اشاعت کے لیے مکمل کوائف، شناختی کارڈ کی کاپی اور ادائیگی کی رسید ہمراہ ارسال کریں۔ ادارہ کسی بھی اشتہار کو بغیر وجہ بتائے شائع نہ کرنے کا حق محفوظ رکھتا ہے۔ xyxy=(874,2207,987,2294)
ad-title: تمام مسائل کا حل بذریعہ قرآنی آیات xyxy=(881,579,980,605)
ad-code: 30940120 xyxy=(874,2049,987,2061)
article-body: لاہور (نمائندہ خصوصی) چینی قونصل جنرل ژاؤ شیرین نے محکمہ داخلہ پنجاب کا دورہ کیا اور سیکرٹری داخلہ سے ملاقات کی۔ ملاقات میں صوبے میں مقیم چینی باشندوں کی سیکیورٹی، منصوبوں کی حفاظت اور باہمی تعاون کے امور پر تفصیلی تبادلہ خیال کیا گیا۔ سیکرٹری داخلہ نے بتایا کہ حکومت پنجاب غیر ملکی مہمانوں کے تحفظ کو اولین ترجیح دیتی ہے اور تمام اضلاع میں خصوصی انتظامات کیے گئے ہیں۔ چینی قونصل جنرل نے پنجاب حکومت کے اقدامات کو سراہا اور دونوں ممالک کی دوستی کو مزید مستحکم بنانے کے عزم کا اظہار کیا۔ xyxy=(30,1359,264,1456)
religion-heading: 5 قرآن کا تار xyxy=(272,2199,387,2222)
ad-code: 20990172 xyxy=(874,1248,987,1260)
banner-title-en: CLASSIFIED xyxy=(517,58,675,84)
classified-ad xyxy=(874,864,987,1003)
headline-reverse: لاہور میں 40 سے زائد افسران کا تبادلہ xyxy=(272,89,387,144)
notice-code: GUJ-12 xyxy=(517,1677,621,1689)
ad-title: کمزور جسم xyxy=(898,1264,963,1277)
classified-ad xyxy=(874,1536,987,1661)
ad-title: ضرورت رشتہ xyxy=(894,2451,967,2464)
ad-body: اشتہارات کی اشاعت کے لیے مکمل کوائف، شناختی کارڈ کی کاپی اور ادائیگی کی رسید ہمراہ ارسال کریں۔ ادارہ کسی بھی اشتہار کو بغیر وجہ بتائے شائع نہ کرنے کا حق محفوظ رکھتا ہے۔ xyxy=(874,2079,987,2165)
notice-id: 30940149 xyxy=(628,312,742,324)
ad-code: 30940125 xyxy=(874,2307,987,2318)
ad-code: 20990181 xyxy=(874,1649,987,1661)
court-notices-column xyxy=(394,42,510,2392)
banner-title-ur: کلاسیفائیڈ xyxy=(830,54,974,87)
notice-body: بعدالت جناب سول جج صاحب درجہ اول گوجرانوالہ۔ مقدمہ عنوانی بنام مدعا علیہ۔ دعویٰ تنسیخ نکاح و واپسی جہیز۔ بذریعہ اشتہار اخبار طلب کیا جاتا ہے کہ مدعا علیہ مذکور بتاریخ مقررہ بوقت دس بجے دن اصالتاً یا وکالتاً حاضر عدالت ہو کر جواب دعویٰ داخل کرے بصورت دیگر کارروائی یکطرفہ عمل میں لائی جائے گی۔ آج بتاریخ میری دستخط اور مہر عدالت سے جاری ہوا۔ xyxy=(517,804,621,999)
notice-body: بعدالت جناب سول جج صاحب درجہ اول گوجرانوالہ۔ مقدمہ عنوانی بنام مدعا علیہ۔ دعویٰ تنسیخ نکاح و واپسی جہیز۔ بذریعہ اشتہار اخبار طلب کیا جاتا ہے کہ مدعا علیہ مذکور بتاریخ مقررہ بوقت دس بجے دن اصالتاً یا وکالتاً حاضر عدالت ہو کر جواب دعویٰ داخل کرے بصورت دیگر کارروائی یکطرفہ عمل میں لائی جائے گی۔ آج بتاریخ میری دستخط اور مہر عدالت سے جاری ہوا۔ xyxy=(749,766,867,939)
section-heading: ⚖ کورٹ نوٹس xyxy=(394,105,510,129)
notice-body: بعدالت جناب سول جج صاحب درجہ اول گوجرانوالہ۔ مقدمہ عنوانی بنام مدعا علیہ۔ دعویٰ تنسیخ نکاح و واپسی جہیز۔ بذریعہ اشتہار اخبار طلب کیا جاتا ہے کہ مدعا علیہ مذکور بتاریخ مقررہ بوقت دس بجے دن اصالتاً یا وکالتاً حاضر عدالت ہو کر جواب دعویٰ داخل کرے بصورت دیگر کارروائی یکطرفہ عمل میں لائی جائے گی۔ آج بتاریخ میری دستخط اور مہر عدالت سے جاری ہوا۔ xyxy=(394,133,510,306)
article-body: لاہور (نمائندہ خصوصی) چینی قونصل جنرل ژاؤ شیرین نے محکمہ داخلہ پنجاب کا دورہ کیا اور سیکرٹری داخلہ سے ملاقات کی۔ ملاقات میں صوبے میں مقیم چینی باشندوں کی سیکیورٹی، منصوبوں کی حفاظت اور باہمی تعاون کے امور پر تفصیلی تبادلہ خیال کیا گیا۔ سیکرٹری داخلہ نے بتایا کہ حکومت پنجاب غیر ملکی مہمانوں کے تحفظ کو اولین ترجیح دیتی ہے اور تمام اضلاع میں خصوصی انتظامات کیے گئے ہیں۔ چینی قونصل جنرل نے پنجاب حکومت کے اقدامات کو سراہا اور دونوں ممالک کی دوستی کو مزید مستحکم بنانے کے عزم کا اظہار کیا۔ xyxy=(272,1490,387,1696)
headline: سول سیکرٹریٹ: مزدور تنظیموں اور ملازمین کا احتجاجی دھرنا xyxy=(34,663,260,696)
notice-id: 30940152 xyxy=(628,695,742,706)
ad-phone: 0321-6836653 xyxy=(890,1108,971,1119)
headline: ریلوے لیڈ دعویٰ: شہری آبادی کی کمیٹی xyxy=(285,1699,373,1746)
ad-code: 30940102 xyxy=(874,705,987,717)
notice-body: بعدالت جناب سول جج صاحب درجہ اول گوجرانوالہ۔ مقدمہ عنوانی بنام مدعا علیہ۔ دعویٰ تنسیخ نکاح و واپسی جہیز۔ بذریعہ اشتہار اخبار طلب کیا جاتا ہے کہ مدعا علیہ مذکور بتاریخ مقررہ بوقت دس بجے دن اصالتاً یا وکالتاً حاضر عدالت ہو کر جواب دعویٰ داخل کرے بصورت دیگر کارروائی یکطرفہ عمل میں لائی جائے گی۔ آج بتاریخ میری دستخط اور مہر عدالت سے جاری ہوا۔ xyxy=(628,710,742,884)
ad-body: اشتہارات کی اشاعت کے لیے مکمل کوائف، شناختی کارڈ کی کاپی اور ادائیگی کی رسید ہمراہ ارسال کریں۔ ادارہ کسی بھی اشتہار کو بغیر وجہ بتائے شائع نہ کرنے کا حق محفوظ رکھتا ہے۔ xyxy=(874,1278,987,1364)
headline: پنجاب کے 24 اضلاع میں 1283 مقامات پر فری وائی فائی سروس xyxy=(281,359,378,440)
article-body: لاہور (نمائندہ خصوصی) چینی قونصل جنرل ژاؤ شیرین نے محکمہ داخلہ پنجاب کا دورہ کیا اور سیکرٹری داخلہ سے ملاقات کی۔ ملاقات میں صوبے میں مقیم چینی باشندوں کی سیکیورٹی، منصوبوں کی حفاظت اور باہمی تعاون کے امور پر تفصیلی تبادلہ خیال کیا گیا۔ سیکرٹری داخلہ نے بتایا کہ حکومت پنجاب غیر ملکی مہمانوں کے تحفظ کو اولین ترجیح دیتی ہے اور تمام اضلاع میں خصوصی انتظامات کیے گئے ہیں۔ چینی قونصل جنرل نے پنجاب حکومت کے اقدامات کو سراہا اور دونوں ممالک کی دوستی کو مزید مستحکم بنانے کے عزم کا اظہار کیا۔ xyxy=(30,1556,264,1653)
classified-ad xyxy=(874,721,987,860)
subheadline: سیکرٹری داخلہ سے ملاقات، چینی باشندوں کی سیکیورٹی انتظامات پر تبادلہ خیال xyxy=(30,77,264,109)
article-body: لاہور (نمائندہ خصوصی) چینی قونصل جنرل ژاؤ شیرین نے محکمہ داخلہ پنجاب کا دورہ کیا اور سیکرٹری داخلہ سے ملاقات کی۔ ملاقات میں صوبے میں مقیم چینی باشندوں کی سیکیورٹی، منصوبوں کی حفاظت اور باہمی تعاون کے امور پر تفصیلی تبادلہ خیال کیا گیا۔ سیکرٹری داخلہ نے بتایا کہ حکومت پنجاب غیر ملکی مہمانوں کے تحفظ کو اولین ترجیح دیتی ہے اور تمام اضلاع میں خصوصی انتظامات کیے گئے ہیں۔ چینی قونصل جنرل نے پنجاب حکومت کے اقدامات کو سراہا اور دونوں ممالک کی دوستی کو مزید مستحکم بنانے کے عزم کا اظہار کیا۔ xyxy=(394,1949,510,2155)
court-icon: ⚖ xyxy=(587,112,617,130)
classified-ad xyxy=(874,1135,987,1260)
notice-body: بعدالت جناب سول جج صاحب درجہ اول گوجرانوالہ۔ مقدمہ عنوانی بنام مدعا علیہ۔ دعویٰ تنسیخ نکاح و واپسی جہیز۔ بذریعہ اشتہار اخبار طلب کیا جاتا ہے کہ مدعا علیہ مذکور بتاریخ مقررہ بوقت دس بجے دن اصالتاً یا وکالتاً حاضر عدالت ہو کر جواب دعویٰ داخل کرے بصورت دیگر کارروائی یکطرفہ عمل میں لائی جائے گی۔ آج بتاریخ میری دستخط اور مہر عدالت سے جاری ہوا۔ xyxy=(628,137,742,310)
headline: شاہدرہ: شاہدرہ ٹاؤن اور مضافاتی علاقوں میں ڈکیتی کی وارداتیں xyxy=(280,929,379,993)
page-header xyxy=(30,22,987,38)
section-heading: ✎ اطلاع عام xyxy=(749,109,867,133)
number-icon: 5 xyxy=(352,2201,382,2219)
ad-body: اشتہارات کی اشاعت کے لیے مکمل کوائف، شناختی کارڈ کی کاپی اور ادائیگی کی رسید ہمراہ ارسال کریں۔ ادارہ کسی بھی اشتہار کو بغیر وجہ بتائے شائع نہ کرنے کا حق محفوظ رکھتا ہے۔ xyxy=(874,1807,987,1893)
classified-ad xyxy=(874,2451,987,2576)
article-body: لاہور (نمائندہ خصوصی) چینی قونصل جنرل ژاؤ شیرین نے محکمہ داخلہ پنجاب کا دورہ کیا اور سیکرٹری داخلہ سے ملاقات کی۔ ملاقات میں صوبے میں مقیم چینی باشندوں کی سیکیورٹی، منصوبوں کی حفاظت اور باہمی تعاون کے امور پر تفصیلی تبادلہ خیال کیا گیا۔ سیکرٹری داخلہ نے بتایا کہ حکومت پنجاب غیر ملکی مہمانوں کے تحفظ کو اولین ترجیح دیتی ہے اور تمام اضلاع میں خصوصی انتظامات کیے گئے ہیں۔ چینی قونصل جنرل نے پنجاب حکومت کے اقدامات کو سراہا اور دونوں ممالک کی دوستی کو مزید مستحکم بنانے کے عزم کا اظہار کیا۔ xyxy=(272,720,387,926)
notice-icon: ✎ xyxy=(833,112,862,130)
subheadline: پنجاب ایمپلائز ایکشن آف سروس (مستقلی) آرڈیننس 2025ء فوری واپس لیا جائے xyxy=(30,698,264,746)
ads-list xyxy=(874,307,987,2576)
classified-ad xyxy=(874,2065,987,2190)
ad-body: اشتہارات کی اشاعت کے لیے مکمل کوائف، شناختی کارڈ کی کاپی اور ادائیگی کی رسید ہمراہ ارسال کریں۔ ادارہ کسی بھی اشتہار کو بغیر وجہ بتائے شائع نہ کرنے کا حق محفوظ رکھتا ہے۔ xyxy=(874,1950,987,2036)
ad-phone: 0321-9850728 xyxy=(890,1766,971,1776)
headline: انسداد پولیو مہم: 1500 پولیس اہلکاروں کی سیکیورٹی تعینات xyxy=(282,1418,377,1481)
subheadline: احسن محمود صدر، عارف نواز نائب صدر، غالب علی بندیشہ سیکرٹری منتخب xyxy=(30,252,264,283)
notice-id: 30940150 xyxy=(628,503,742,515)
religion-heading: 3 حافظ محمد الرحمٰن xyxy=(394,2158,510,2182)
ad-phone: 0345-0058508 xyxy=(890,2423,971,2434)
fax-label: فیکس: xyxy=(941,286,983,300)
notice-body: بعدالت جناب سول جج صاحب درجہ اول گوجرانوالہ۔ مقدمہ عنوانی بنام مدعا علیہ۔ دعویٰ تنسیخ نکاح و واپسی جہیز۔ بذریعہ اشتہار اخبار طلب کیا جاتا ہے کہ مدعا علیہ مذکور بتاریخ مقررہ بوقت دس بجے دن اصالتاً یا وکالتاً حاضر عدالت ہو کر جواب دعویٰ داخل کرے بصورت دیگر کارروائی یکطرفہ عمل میں لائی جائے گی۔ آج بتاریخ میری دستخط اور مہر عدالت سے جاری ہوا۔ xyxy=(749,137,867,310)
court-icon: ⚖ xyxy=(476,108,506,126)
subheadline: علم، تحقیق اور اخلاقیات سے زندگی میں نکھار پیدا ہوتا ہے، مقررین xyxy=(30,426,264,458)
religion-heading: 1 اقتراح اقبال xyxy=(394,1684,510,1708)
phone-label: فون: xyxy=(915,272,947,286)
classified-ad xyxy=(874,1922,987,2061)
ad-title: ضرورت ڈرائیور xyxy=(889,2065,972,2078)
ad-code: 20990169 xyxy=(874,1120,987,1131)
headline: ریلوے لیڈ دعویٰ کے ٹیسٹوں سے جبری انخلا قبول نہیں، اعظم نذیر xyxy=(403,1410,501,1473)
ad-phone: 0345-1844403 xyxy=(890,2166,971,2177)
notice-body: بعدالت جناب سول جج صاحب درجہ اول گوجرانوالہ۔ مقدمہ عنوانی بنام مدعا علیہ۔ دعویٰ تنسیخ نکاح و واپسی جہیز۔ بذریعہ اشتہار اخبار طلب کیا جاتا ہے کہ مدعا علیہ مذکور بتاریخ مقررہ بوقت دس بجے دن اصالتاً یا وکالتاً حاضر عدالت ہو کر جواب دعویٰ داخل کرے بصورت دیگر کارروائی یکطرفہ عمل میں لائی جائے گی۔ آج بتاریخ میری دستخط اور مہر عدالت سے جاری ہوا۔ xyxy=(517,1693,621,1888)
